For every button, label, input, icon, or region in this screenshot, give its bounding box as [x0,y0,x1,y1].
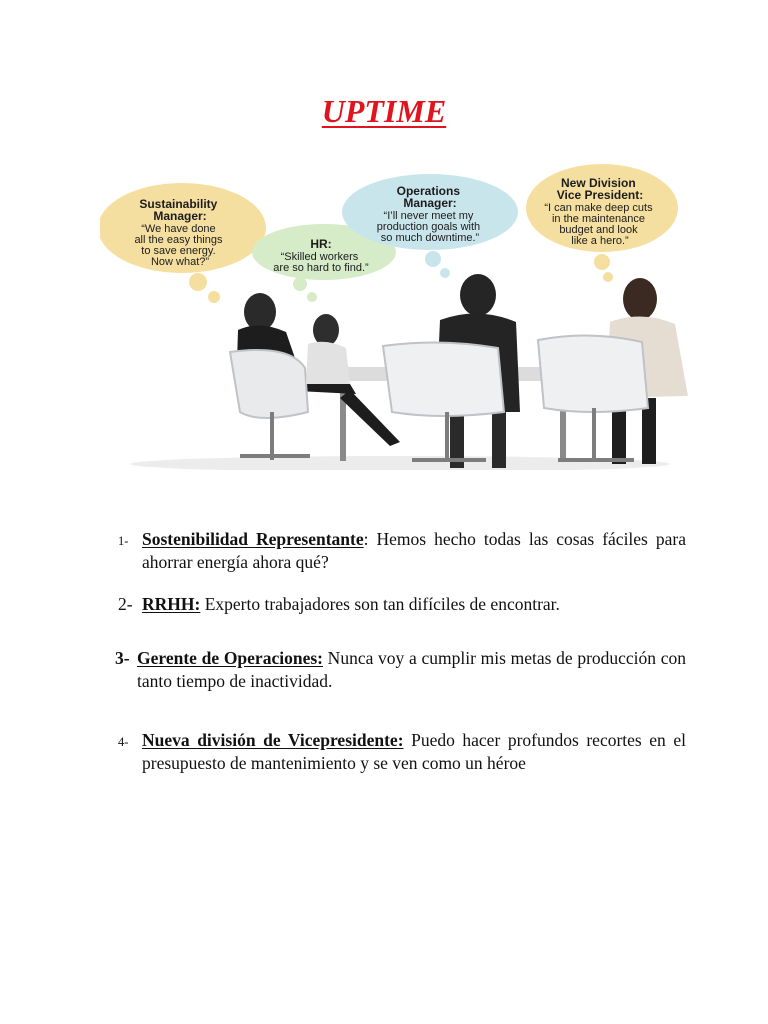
bubble-quote-line: production goals with [376,221,481,233]
list-body: Puedo hacer profundos recortes en el presupuesto de mantenimiento y se ven como un héroe [142,730,686,773]
bubble-quote-line: budget and look [559,224,638,236]
chair [383,342,504,462]
svg-text:Operations Manager: [397,184,464,210]
svg-text:HR: [310,237,331,251]
list-number: 2- [118,594,133,614]
list-text [142,528,686,574]
list-label: Nueva división de Vicepresidente: [142,730,404,750]
person-hr [306,314,350,384]
bubble-role-line: Manager: [403,196,457,210]
bubble-role-line: New Division [560,176,636,190]
bubble-quote-line: “I can make deep cuts [544,202,653,214]
list-number: 4- [118,735,129,749]
list-item [115,647,687,693]
bubble-quote-line: “Skilled workers [280,251,359,263]
bubble-quote-line: so much downtime.” [380,232,480,244]
list-body: Experto trabajadores son tan difíciles de encontrar. [200,594,560,614]
chair [538,335,648,462]
list-label: Sostenibilidad Representante [142,529,364,549]
thought-bubble-sustainability [100,183,266,273]
svg-text:“I’ll never meet my pr [377,210,483,244]
list-number: 1- [118,534,129,548]
bubble-quote-line: Now what?” [150,256,210,268]
chair [230,350,310,460]
list-label: Gerente de Operaciones: [137,648,323,668]
bubble-quote-line: in the maintenance [551,213,645,225]
bubble-role-line: Operations [396,184,461,198]
svg-text:New Division Vice Pres [557,176,643,202]
thought-bubble-vice-president [526,164,678,252]
bubble-quote-line: all the easy things [134,234,223,246]
list-body: : Hemos hecho todas las cosas fáciles para ahorrar energía ahora qué? [142,529,686,572]
bubble-quote-line: to save energy. [141,245,216,257]
list-number: 3- [115,648,130,668]
list-label: RRHH: [142,594,201,614]
svg-text:“Skilled workers are s [273,251,369,274]
page-title: UPTIME [321,93,447,129]
list-text [142,729,686,775]
list-text [137,647,686,693]
bubble-quote-line: “I’ll never meet my [383,210,474,222]
bubble-role-line: Vice President: [556,188,644,202]
meeting-illustration [100,162,700,470]
bubble-quote-line: like a hero.” [571,235,629,247]
list-body: Nunca voy a cumplir mis metas de producción con tanto tiempo de inactividad. [137,648,687,691]
list-text [142,593,686,616]
list-item [118,729,686,775]
list-item [118,593,686,616]
bubble-role-line: Sustainability [139,197,218,211]
bubble-quote-line: “We have done [141,223,216,235]
thought-bubble-operations [342,174,518,250]
list-item [118,528,686,574]
bubble-quote-line: are so hard to find.” [273,262,369,274]
bubble-role-line: Manager: [153,209,207,223]
bubble-role-line: HR: [310,237,332,251]
